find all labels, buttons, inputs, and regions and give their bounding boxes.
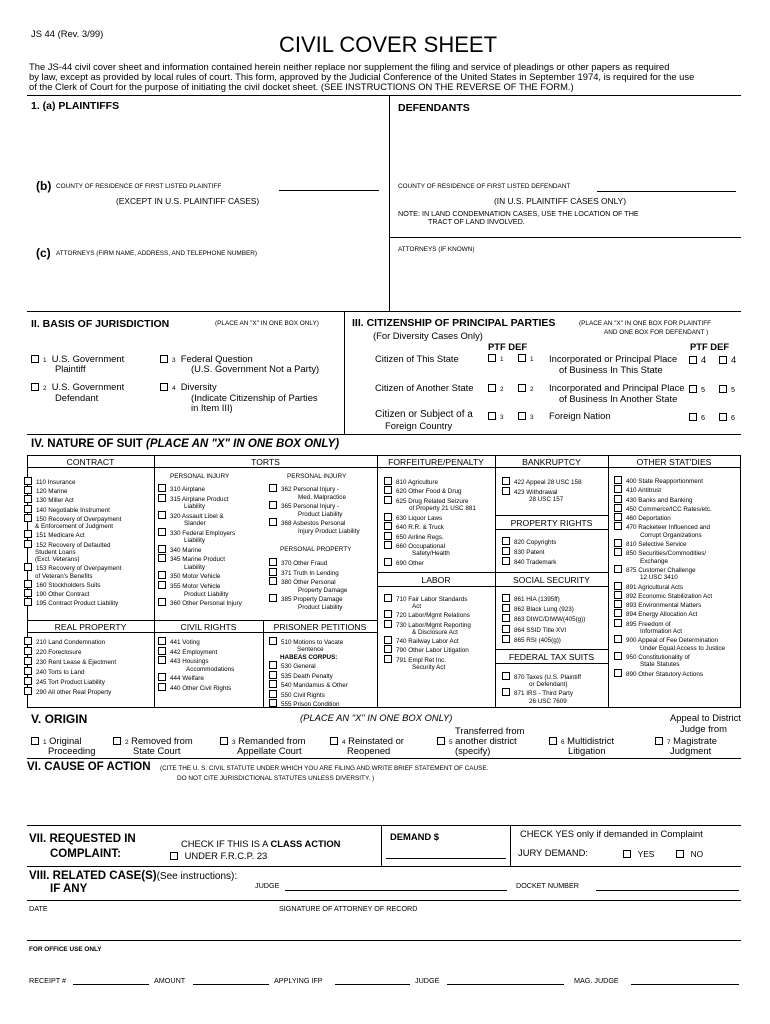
origin-option-3-sub: Appellate Court [237,745,302,756]
suit-550[interactable]: 550 Civil Rights [269,690,348,699]
suit-870[interactable]: 870 Taxes (U.S. Plaintiff [502,672,581,681]
plaintiff-attorneys-label: ATTORNEYS (FIRM NAME, ADDRESS, AND TELEPHONE NUMBER) [56,250,257,257]
land-note-2: TRACT OF LAND INVOLVED. [428,217,525,226]
suit-555[interactable]: 555 Prison Condition [269,699,348,708]
cause-of-action-title: VI. CAUSE OF ACTION [27,761,151,773]
divider [27,825,741,826]
suit-190[interactable]: 190 Other Contract [24,589,121,598]
requested-title-2: COMPLAINT: [50,848,121,860]
suit-422[interactable]: 422 Appeal 28 USC 158 [502,477,582,487]
defendants-label: DEFENDANTS [398,102,470,114]
suit-894[interactable]: 894 Energy Allocation Act [614,609,725,618]
intro-line-1: The JS-44 civil cover sheet and information contained herein neither replace nor supplement the filing and service of pleadings or other papers as required [29,61,670,72]
receipt-field[interactable] [73,984,149,985]
divider [154,455,155,707]
labor-list: 710 Fair Labor Standards Act 720 Labor/Mgmt Relations 730 Labor/Mgmt Reporting & Disclosure Act 740 Railway Labor Act 790 Other Labor Litigation 791 Empl Ret Inc. Security Act [384,594,471,671]
suit-950[interactable]: 950 Constitutionality of [614,652,725,661]
cause-instruction-2: DO NOT CITE JURISDICTIONAL STATUTES UNLESS DIVERSITY. ) [177,775,375,782]
suit-230[interactable]: 230 Rent Lease & Ejectment [24,657,116,667]
prisoner-petitions-header: PRISONER PETITIONS [273,622,367,632]
suit-892[interactable]: 892 Economic Stabilization Act [614,591,725,600]
origin-appeal-1: Appeal to District [670,712,741,723]
origin-transferred: Transferred from [455,725,525,736]
footer-judge-label: JUDGE [415,976,440,985]
divider [381,825,382,866]
suit-660[interactable]: 660 Occupational [384,541,476,550]
personal-injury-list-2: 362 Personal Injury - Med. Malpractice 365 Personal Injury - Product Liability 368 Asbestos Personal Injury Product Liability [269,484,360,535]
suit-385[interactable]: 385 Property Damage [269,594,347,604]
suit-863[interactable]: 863 DIWC/DIWW(405(g)) [502,614,585,624]
divider [263,620,264,707]
divider [27,940,741,941]
federal-tax-suits-header: FEDERAL TAX SUITS [508,652,595,662]
suit-850[interactable]: 850 Securities/Commodities/ [614,548,725,557]
suit-820[interactable]: 820 Copyrights [502,537,556,547]
suit-320[interactable]: 320 Assault Libel & [158,511,242,521]
origin-option-5-sub: (specify) [455,745,491,756]
defendant-county-field[interactable] [597,191,736,192]
defendant-county-label: COUNTY OF RESIDENCE OF FIRST LISTED DEFENDANT [398,183,571,190]
suit-152[interactable]: 152 Recovery of Defaulted [24,540,121,549]
divider [154,632,377,633]
suit-460[interactable]: 460 Deportation [614,513,725,522]
checkbox[interactable] [160,355,168,363]
suit-130[interactable]: 130 Miller Act [24,495,121,504]
related-cases-title: VIII. RELATED CASE(S)(See instructions): [29,870,238,882]
ptf-3[interactable]: 3 [488,412,504,421]
item-c-letter: (c) [36,246,51,260]
suit-535[interactable]: 535 Death Penalty [269,671,348,680]
suit-895[interactable]: 895 Freedom of [614,619,725,628]
ptf-1[interactable]: 1 [488,354,504,363]
suit-150[interactable]: 150 Recovery of Overpayment [24,514,121,523]
suit-900[interactable]: 900 Appeal of Fee Determination [614,635,725,644]
defendant-attorneys-label: ATTORNEYS (IF KNOWN) [398,246,475,253]
suit-315[interactable]: 315 Airplane Product [158,494,242,504]
suit-470[interactable]: 470 Racketeer Influenced and [614,522,725,531]
property-rights-list [502,537,556,568]
incorporated-another-state-label: Incorporated and Principal Place [549,382,685,393]
page-title: CIVIL COVER SHEET [279,32,498,57]
suit-720[interactable]: 720 Labor/Mgmt Relations [384,610,471,619]
jurisdiction-title: II. BASIS OF JURISDICTION [31,318,170,330]
suit-810-agri[interactable]: 810 Agriculture [384,477,476,486]
suit-810-selective[interactable]: 810 Selective Service [614,539,725,548]
origin-option-1[interactable]: 1 Original [31,736,81,746]
defendant-county-in: (IN U.S. PLAINTIFF CASES ONLY) [494,196,627,206]
prisoner-petitions-list: 510 Motions to Vacate Sentence HABEAS CORPUS: 530 General 535 Death Penalty 540 Mandamus & Other 550 Civil Rights 555 Prison Condition [269,637,348,708]
suit-440[interactable]: 440 Other Civil Rights [158,683,234,693]
plaintiff-county-label: COUNTY OF RESIDENCE OF FIRST LISTED PLAINTIFF [56,183,222,190]
divider [377,572,495,573]
suit-840[interactable]: 840 Trademark [502,557,556,567]
divider [27,632,154,633]
checkbox[interactable] [31,355,39,363]
origin-option-4-sub: Reopened [347,745,391,756]
suit-380[interactable]: 380 Other Personal [269,577,347,587]
suit-220[interactable]: 220 Foreclosure [24,647,116,657]
suit-893[interactable]: 893 Environmental Matters [614,600,725,609]
origin-option-4[interactable]: 4 Reinstated or [330,736,404,746]
suit-530[interactable]: 530 General [269,661,348,670]
divider [495,663,608,664]
divider [27,900,741,901]
def-6[interactable]: 6 [719,413,735,421]
suit-625[interactable]: 625 Drug Related Seizure [384,496,476,505]
class-action-checkbox[interactable]: UNDER F.R.C.P. 23 [170,851,267,860]
suit-510[interactable]: 510 Motions to Vacate [269,637,348,646]
mag-judge-field[interactable] [631,984,739,985]
divider [495,529,608,530]
suit-710[interactable]: 710 Fair Labor Standards [384,594,471,603]
incorporated-another-state-sub: of Business In Another State [559,393,678,404]
forfeiture-header: FORFEITURE/PENALTY [388,457,484,467]
suit-740[interactable]: 740 Railway Labor Act [384,636,471,645]
origin-option-3[interactable]: 3 Remanded from [220,736,305,746]
citizenship-title: III. CITIZENSHIP OF PRINCIPAL PARTIES [352,317,556,329]
divider [27,434,741,435]
real-property-header: REAL PROPERTY [54,622,127,632]
other-statutes-list: 400 State Reapportionment 410 Antitrust 430 Banks and Banking 450 Commerce/ICC Rates/etc. 460 Deportation 470 Racketeer Influenced and Corrupt Organizations 810 Selective Service 850 Securities/Commodities/ Exchange 875 Customer Challenge 12 USC 3410 891 Agricultural Acts 892 Economic Stabilization Act 893 Environmental Matters 894 Energy Allocation Act 895 Freedom of Information Act 900 Appeal of Fee Determination Under Equal Access to Justice 950 Constitutionality of State Statutes 890 Other Statutory Actions [614,476,725,678]
ptf-6[interactable]: 6 [689,413,705,421]
contract-header: CONTRACT [66,457,115,467]
suit-640[interactable]: 640 R.R. & Truck [384,522,476,531]
divider [608,455,609,707]
personal-property-header: PERSONAL PROPERTY [280,546,352,553]
def-3[interactable]: 3 [518,412,534,421]
suit-365[interactable]: 365 Personal Injury - [269,501,360,511]
suit-362[interactable]: 362 Personal Injury - [269,484,360,494]
demand-label: DEMAND $ [390,831,439,842]
docket-number-label: DOCKET NUMBER [516,881,579,890]
amount-label: AMOUNT [154,976,186,985]
bankruptcy-list: 422 Appeal 28 USC 158 423 Withdrawal 28 USC 157 [502,477,582,504]
suit-400[interactable]: 400 State Reapportionment [614,476,725,485]
mag-judge-label: MAG. JUDGE [574,976,619,985]
class-action-label: CHECK IF THIS IS A CLASS ACTION [181,838,341,849]
suit-865[interactable]: 865 RSI (405(g)) [502,635,585,645]
suit-290[interactable]: 290 All other Real Property [24,687,116,697]
origin-title: V. ORIGIN [31,712,88,726]
suit-153[interactable]: 153 Recovery of Overpayment [24,563,121,572]
land-note-1: NOTE: IN LAND CONDEMNATION CASES, USE THE LOCATION OF THE [398,209,639,218]
suit-790[interactable]: 790 Other Labor Litigation [384,645,471,654]
suit-355[interactable]: 355 Motor Vehicle [158,581,242,591]
personal-injury-header: PERSONAL INJURY [287,473,347,480]
suit-368[interactable]: 368 Asbestos Personal [269,518,360,528]
plaintiff-county-field[interactable] [279,190,379,191]
jury-demand-label: JURY DEMAND: [518,847,588,858]
personal-injury-header: PERSONAL INJURY [170,473,230,480]
divider [27,311,741,312]
jurisdiction-option-1-sub: Plaintiff [55,363,86,374]
related-cases-title-2: IF ANY [50,883,88,895]
checkbox[interactable] [160,383,168,391]
citizen-foreign-sub: Foreign Country [385,420,453,431]
receipt-label: RECEIPT # [29,976,67,985]
plaintiff-county-except: (EXCEPT IN U.S. PLAINTIFF CASES) [116,196,260,206]
suit-450[interactable]: 450 Commerce/ICC Rates/etc. [614,504,725,513]
labor-header: LABOR [421,575,451,585]
jury-yes-checkbox[interactable]: YES [623,849,654,858]
suit-240[interactable]: 240 Torts to Land [24,667,116,677]
citizenship-instruction-1: (PLACE AN "X" IN ONE BOX FOR PLAINTIFF [579,320,712,327]
suit-871[interactable]: 871 IRS - Third Party [502,688,581,697]
citizen-another-state-label: Citizen of Another State [375,382,474,393]
divider [27,620,154,621]
form-id: JS 44 (Rev. 3/99) [31,28,104,39]
suit-620[interactable]: 620 Other Food & Drug [384,486,476,495]
torts-header: TORTS [251,457,280,467]
divider [27,467,741,468]
def-4[interactable]: 4 [719,355,736,364]
related-judge-label: JUDGE [255,881,280,890]
origin-option-6-sub: Litigation [568,745,606,756]
contract-list: 110 Insurance 120 Marine 130 Miller Act 140 Negotiable Instrument 150 Recovery of Overpayment & Enforcement of Judgment 151 Medicare Act 152 Recovery of Defaulted Student Loans (Excl. Veterans) 153 Recovery of Overpayment of Veteran's Benefits 160 Stockholders Suits 190 Other Contract 195 Contract Product Liability [24,477,121,608]
divider [389,237,741,238]
suit-830[interactable]: 830 Patent [502,547,556,557]
checkbox[interactable] [31,383,39,391]
ptf-4[interactable]: 4 [689,355,706,364]
jurisdiction-option-2[interactable]: 2 U.S. Government [31,382,124,392]
divider [27,707,741,708]
divider [495,572,608,573]
suit-791[interactable]: 791 Empl Ret Inc. [384,655,471,664]
jurisdiction-instruction: (PLACE AN "X" IN ONE BOX ONLY) [215,320,319,327]
docket-number-field[interactable] [596,890,739,891]
jurisdiction-option-3-sub: (U.S. Government Not a Party) [191,363,320,374]
signature-label: SIGNATURE OF ATTORNEY OF RECORD [279,904,418,913]
suit-430[interactable]: 430 Banks and Banking [614,495,725,504]
citizen-this-state-label: Citizen of This State [375,353,459,364]
suit-151[interactable]: 151 Medicare Act [24,530,121,539]
divider [495,515,608,516]
origin-option-7[interactable]: 7 Magistrate [655,736,717,746]
civil-rights-header: CIVIL RIGHTS [180,622,237,632]
divider [377,586,495,587]
suit-861[interactable]: 861 HIA (1395ff) [502,594,585,604]
divider [740,455,741,707]
divider [495,649,608,650]
divider [495,586,608,587]
suit-310[interactable]: 310 Airplane [158,484,242,494]
citizenship-instruction-2: AND ONE BOX FOR DEFENDANT ) [604,329,709,336]
suit-630[interactable]: 630 Liquor Laws [384,513,476,522]
divider [344,311,345,434]
def-5[interactable]: 5 [719,385,735,393]
incorporated-this-state-sub: of Business In This State [559,364,663,375]
divider [27,866,741,867]
divider [389,95,390,311]
suit-410[interactable]: 410 Antitrust [614,485,725,494]
bankruptcy-header: BANKRUPTCY [522,457,581,467]
amount-field[interactable] [193,984,269,985]
demand-field[interactable] [386,858,506,859]
suit-210[interactable]: 210 Land Condemnation [24,637,116,647]
suit-340[interactable]: 340 Marine [158,545,242,555]
def-2[interactable]: 2 [518,384,534,393]
jurisdiction-option-3[interactable]: 3 Federal Question [160,354,253,364]
origin-appeal-2: Judge from [680,723,727,734]
other-statutes-header: OTHER STAT'DIES [636,457,712,467]
jurisdiction-option-4[interactable]: 4 Diversity [160,382,217,392]
federal-tax-list: 870 Taxes (U.S. Plaintiff or Defendant) 871 IRS - Third Party 26 USC 7609 [502,672,581,705]
office-use-label: FOR OFFICE USE ONLY [29,946,102,953]
suit-245[interactable]: 245 Tort Product Liability [24,677,116,687]
suit-160[interactable]: 160 Stockholders Suits [24,580,121,589]
suit-350[interactable]: 350 Motor Vehicle [158,571,242,581]
plaintiffs-label: 1. (a) PLAINTIFFS [31,100,120,112]
ptf-def-header: PTF DEF [488,341,528,352]
date-label: DATE [29,904,48,913]
divider [27,758,741,759]
citizen-foreign-label: Citizen or Subject of a [375,409,473,420]
intro-line-3: of the Clerk of Court for the purpose of initiating the civil docket sheet. (SEE INSTRUCTIONS ON THE REVERSE OF THE FORM.) [29,81,574,92]
suit-330[interactable]: 330 Federal Employers [158,528,242,538]
suit-441[interactable]: 441 Voting [158,637,234,647]
suit-370[interactable]: 370 Other Fraud [269,558,347,568]
social-security-list [502,594,585,645]
personal-property-list: 370 Other Fraud 371 Truth In Lending 380 Other Personal Property Damage 385 Property Damage Product Liability [269,558,347,611]
suit-423[interactable]: 423 Withdrawal [502,487,582,497]
suit-442[interactable]: 442 Employment [158,647,234,657]
intro-line-2: by law, except as provided by local rules of court. This form, approved by the Judicial Conference of the United States in September 1974, is required for the use [29,71,695,82]
jury-instruction: CHECK YES only if demanded in Complaint [520,828,703,839]
origin-option-1-sub: Proceeding [48,745,96,756]
civil-rights-list: 441 Voting 442 Employment 443 Housings Accommodations 444 Welfare 440 Other Civil Rights [158,637,234,692]
property-rights-header: PROPERTY RIGHTS [510,518,593,528]
origin-option-2-sub: State Court [133,745,181,756]
social-security-header: SOCIAL SECURITY [512,575,591,585]
item-b-letter: (b) [36,179,52,193]
nature-of-suit-title: IV. NATURE OF SUIT (PLACE AN "X" IN ONE BOX ONLY) [31,438,340,450]
suit-875[interactable]: 875 Customer Challenge [614,565,725,574]
divider [27,455,741,456]
suit-195[interactable]: 195 Contract Product Liability [24,598,121,607]
suit-140[interactable]: 140 Negotiable Instrument [24,505,121,514]
suit-650[interactable]: 650 Airline Regs. [384,532,476,541]
ifp-label: APPLYING IFP [274,976,323,985]
suit-890[interactable]: 890 Other Statutory Actions [614,669,725,678]
origin-option-5[interactable]: 5 another district [437,736,517,746]
suit-120[interactable]: 120 Marine [24,486,121,495]
footer-judge-field[interactable] [447,984,564,985]
suit-540[interactable]: 540 Mandamus & Other [269,680,348,689]
divider [510,825,511,866]
ptf-2[interactable]: 2 [488,384,504,393]
suit-443[interactable]: 443 Housings [158,656,234,666]
ifp-field[interactable] [335,984,410,985]
incorporated-this-state-label: Incorporated or Principal Place [549,353,678,364]
suit-110[interactable]: 110 Insurance [24,477,121,486]
origin-option-6[interactable]: 6 Multidistrict [549,736,614,746]
forfeiture-list: 810 Agriculture 620 Other Food & Drug 625 Drug Related Seizure of Property 21 USC 881 630 Liquor Laws 640 R.R. & Truck 650 Airline Regs. 660 Occupational Safety/Health 690 Other [384,477,476,567]
personal-injury-list: 310 Airplane 315 Airplane Product Liability 320 Assault Libel & Slander 330 Federal Employers Liability 340 Marine 345 Marine Product Liability 350 Motor Vehicle 355 Motor Vehicle Product Liability 360 Other Personal Injury [158,484,242,608]
related-judge-field[interactable] [285,890,507,891]
suit-730[interactable]: 730 Labor/Mgmt Reporting [384,620,471,629]
jury-no-checkbox[interactable]: NO [676,849,703,858]
origin-instruction: (PLACE AN "X" IN ONE BOX ONLY) [300,712,453,723]
suit-345[interactable]: 345 Marine Product [158,554,242,564]
jurisdiction-option-1[interactable]: 1 U.S. Government [31,354,124,364]
jurisdiction-option-2-sub: Defendant [55,392,99,403]
divider [27,95,741,96]
ptf-def-header: PTF DEF [690,341,730,352]
suit-360[interactable]: 360 Other Personal Injury [158,598,242,608]
jurisdiction-option-4-sub: (Indicate Citizenship of Parties [191,392,318,403]
suit-862[interactable]: 862 Black Lung (923) [502,604,585,614]
foreign-nation-label: Foreign Nation [549,410,611,421]
diversity-note: (For Diversity Cases Only) [373,330,483,341]
jurisdiction-option-4-sub2: in Item III) [191,402,233,413]
cause-instruction-1: (CITE THE U. S. CIVIL STATUTE UNDER WHICH YOU ARE FILING AND WRITE BRIEF STATEMENT OF CAUSE. [160,765,489,772]
requested-title-1: VII. REQUESTED IN [29,833,136,845]
def-1[interactable]: 1 [518,354,534,363]
suit-864[interactable]: 864 SSID Title XVI [502,625,585,635]
suit-891[interactable]: 891 Agricultural Acts [614,582,725,591]
suit-690[interactable]: 690 Other [384,558,476,567]
suit-371[interactable]: 371 Truth In Lending [269,568,347,578]
ptf-5[interactable]: 5 [689,385,705,393]
real-property-list [24,637,116,697]
divider [154,620,377,621]
origin-option-7-sub: Judgment [670,745,712,756]
suit-444[interactable]: 444 Welfare [158,673,234,683]
origin-option-2[interactable]: 2 Removed from [113,736,193,746]
